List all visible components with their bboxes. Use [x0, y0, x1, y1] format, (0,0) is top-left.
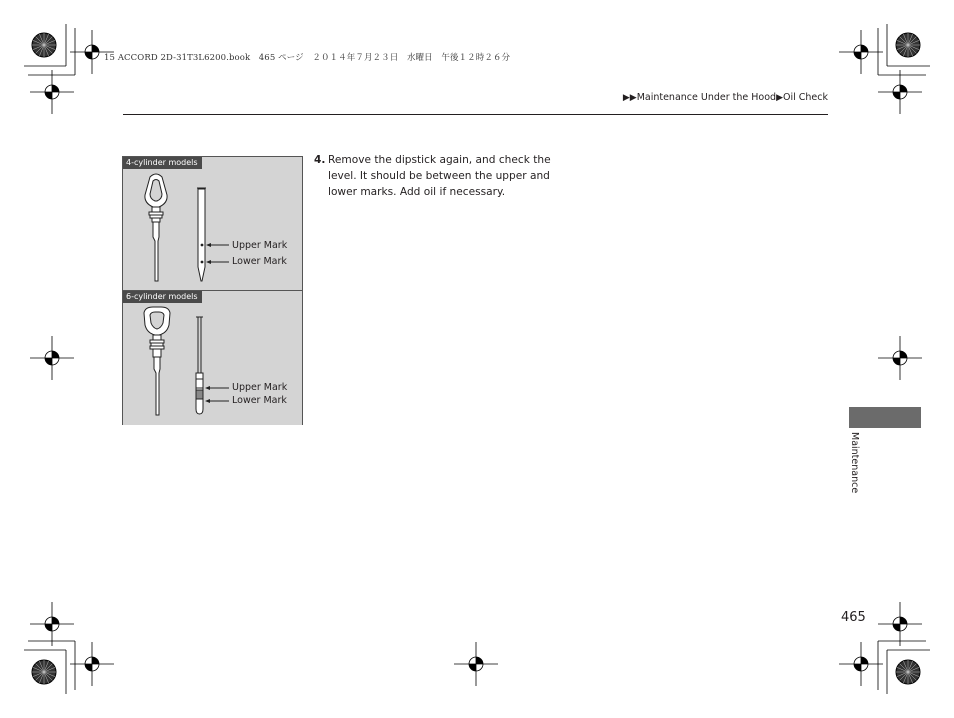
lower-mark-label: Lower Mark — [232, 395, 287, 406]
figure-4-cylinder — [122, 156, 303, 291]
figure-tag-4-cylinder: 4-cylinder models — [123, 157, 202, 169]
upper-mark-label: Upper Mark — [232, 240, 288, 251]
page-number: 465 — [841, 610, 866, 625]
chapter-label: Maintenance — [849, 432, 860, 494]
step-number: 4. — [314, 154, 326, 166]
step-4 — [314, 152, 554, 200]
breadcrumb — [623, 92, 828, 103]
dipstick-illustration-4-cylinder — [123, 157, 302, 291]
figure-6-cylinder — [122, 290, 303, 425]
breadcrumb-topic: Oil Check — [783, 92, 828, 103]
breadcrumb-separator: ▶ — [776, 93, 783, 103]
lower-mark-label: Lower Mark — [232, 256, 287, 267]
header-rule — [123, 114, 828, 115]
breadcrumb-arrows: ▶▶ — [622, 93, 637, 103]
figure-tag-6-cylinder: 6-cylinder models — [123, 291, 202, 303]
step-text: Remove the dipstick again, and check the level. It should be between the upper and lower marks. Add oil if necessary. — [328, 154, 551, 198]
breadcrumb-section: Maintenance Under the Hood — [636, 92, 777, 103]
upper-mark-label: Upper Mark — [232, 382, 288, 393]
chapter-tab — [849, 407, 921, 428]
print-metadata: 15 ACCORD 2D-31T3L6200.book 465 ページ ２０１４年７月２３日 水曜日 午後１２時２６分 — [104, 53, 511, 63]
